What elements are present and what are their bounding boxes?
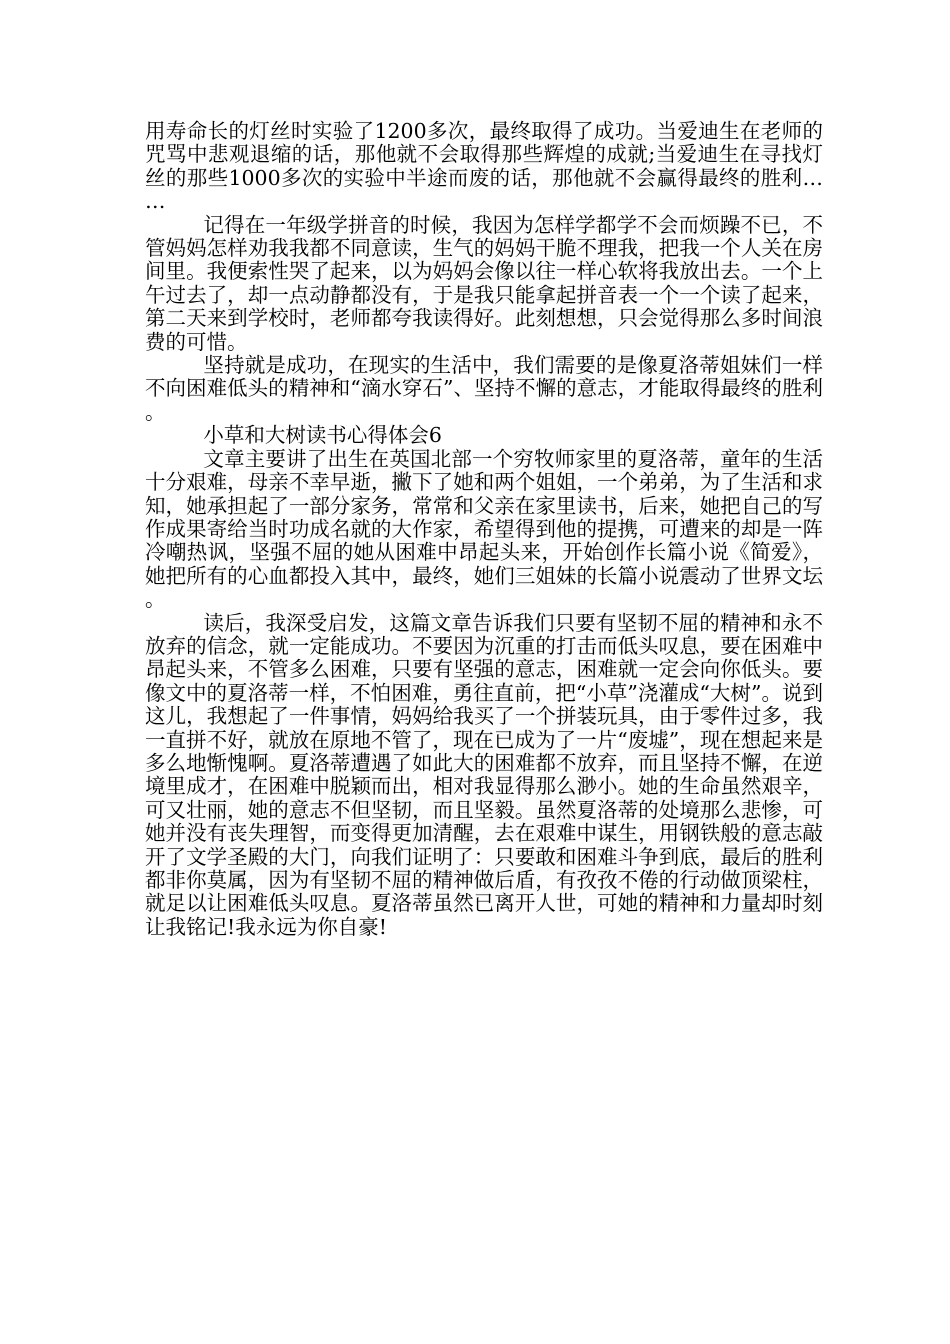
paragraph-edison-conclusion: 用寿命长的灯丝时实验了1200多次，最终取得了成功。当爱迪生在老师的咒骂中悲观退缩的话，那他就不会取得那些辉煌的成就;当爱迪生在寻找灯丝的那些1000多次的实验中半途而废的话，那他就不会赢得最终的胜利…… (145, 119, 823, 214)
paragraph-persistence: 坚持就是成功，在现实的生活中，我们需要的是像夏洛蒂姐妹们一样不向困难低头的精神和“滴水穿石”、坚持不懈的意志，才能取得最终的胜利。 (145, 353, 823, 424)
document-page (145, 120, 823, 939)
section-heading: 小草和大树读书心得体会6 (203, 423, 442, 448)
paragraph-summary: 文章主要讲了出生在英国北部一个穷牧师家里的夏洛蒂，童年的生活十分艰难，母亲不幸早逝，撇下了她和两个姐姐，一个弟弟，为了生活和求知，她承担起了一部分家务，常常和父亲在家里读书，后来，她把自己的写作成果寄给当时功成名就的大作家，希望得到他的提携，可遭来的却是一阵冷嘲热讽，坚强不屈的她从困难中昂起头来，开始创作长篇小说《简爱》，她把所有的心血都投入其中，最终，她们三姐妹的长篇小说震动了世界文坛。 (145, 446, 823, 612)
paragraph-reflection: 读后，我深受启发，这篇文章告诉我们只要有坚韧不屈的精神和永不放弃的信念，就一定能成功。不要因为沉重的打击而低头叹息，要在困难中昂起头来，不管多么困难，只要有坚强的意志，困难就一定会向你低头。要像文中的夏洛蒂一样，不怕困难，勇往直前，把“小草”浇灌成“大树”。说到这儿，我想起了一件事情，妈妈给我买了一个拼装玩具，由于零件过多，我一直拼不好，就放在原地不管了，现在已成为了一片“废墟”，现在想起来是多么地惭愧啊。夏洛蒂遭遇了如此大的困难都不放弃，而且坚持不懈，在逆境里成才，在困难中脱颖而出，相对我显得那么渺小。她的生命虽然艰辛，可又壮丽，她的意志不但坚韧，而且坚毅。虽然夏洛蒂的处境那么悲惨，可她并没有丧失理智，而变得更加清醒，去在艰难中谋生，用钢铁般的意志敲开了文学圣殿的大门，向我们证明了：只要敢和困难斗争到底，最后的胜利都非你莫属，因为有坚韧不屈的精神做后盾，有孜孜不倦的行动做顶梁柱，就足以让困难低头叹息。夏洛蒂虽然已离开人世，可她的精神和力量却时刻让我铭记!我永远为你自豪! (145, 610, 823, 939)
paragraph-pinyin-memory: 记得在一年级学拼音的时候，我因为怎样学都学不会而烦躁不已，不管妈妈怎样劝我我都不同意读，生气的妈妈干脆不理我，把我一个人关在房间里。我便索性哭了起来，以为妈妈会像以往一样心软将我放出去。一个上午过去了，却一点动静都没有，于是我只能拿起拼音表一个一个读了起来，第二天来到学校时，老师都夸我读得好。此刻想想，只会觉得那么多时间浪费的可惜。 (145, 212, 823, 354)
